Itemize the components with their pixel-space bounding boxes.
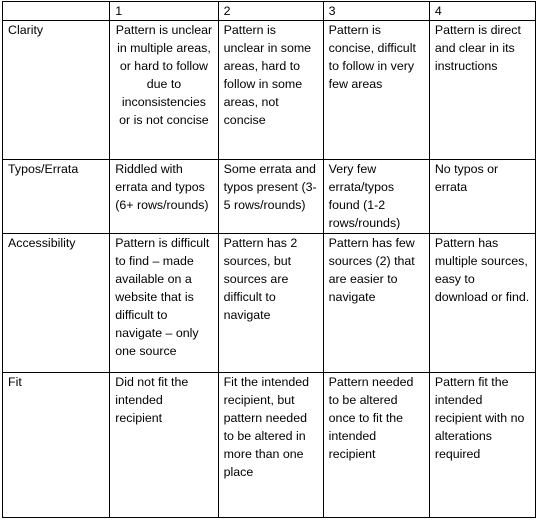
table-cell: Pattern is unclear in some areas, hard to follow in some areas, not concise	[218, 21, 323, 160]
table-cell: Very few errata/typos found (1-2 rows/rounds)	[323, 160, 429, 234]
table-cell: Fit the intended recipient, but pattern needed to be altered in more than one place	[218, 373, 323, 518]
table-row-typos-errata	[3, 160, 536, 234]
table-row-clarity	[3, 21, 536, 160]
table-cell: Pattern is difficult to find – made available on a website that is difficult to navigate – only one source	[110, 234, 218, 373]
table-cell: Some errata and typos present (3-5 rows/rounds)	[218, 160, 323, 234]
criterion-label: Fit	[3, 373, 110, 518]
criterion-label: Accessibility	[3, 234, 110, 373]
table-cell: Pattern fit the intended recipient with no alterations required	[429, 373, 535, 518]
header-blank-cell	[3, 2, 110, 21]
table-row-fit	[3, 373, 536, 518]
rubric-table	[2, 1, 536, 518]
table-cell: Pattern has multiple sources, easy to download or find.	[429, 234, 535, 373]
table-cell: Riddled with errata and typos (6+ rows/rounds)	[110, 160, 218, 234]
table-cell: No typos or errata	[429, 160, 535, 234]
header-level-1: 1	[110, 2, 218, 21]
table-cell: Pattern has 2 sources, but sources are difficult to navigate	[218, 234, 323, 373]
criterion-label: Clarity	[3, 21, 110, 160]
table-cell: Pattern is unclear in multiple areas, or hard to follow due to inconsistencies or is not concise	[110, 21, 218, 160]
table-cell: Did not fit the intended recipient	[110, 373, 218, 518]
table-cell: Pattern has few sources (2) that are easier to navigate	[323, 234, 429, 373]
table-row-accessibility	[3, 234, 536, 373]
table-cell: Pattern is direct and clear in its instructions	[429, 21, 535, 160]
header-level-2: 2	[218, 2, 323, 21]
table-cell: Pattern is concise, difficult to follow in very few areas	[323, 21, 429, 160]
header-level-3: 3	[323, 2, 429, 21]
header-level-4: 4	[429, 2, 535, 21]
table-cell: Pattern needed to be altered once to fit the intended recipient	[323, 373, 429, 518]
header-row	[3, 2, 536, 21]
criterion-label: Typos/Errata	[3, 160, 110, 234]
